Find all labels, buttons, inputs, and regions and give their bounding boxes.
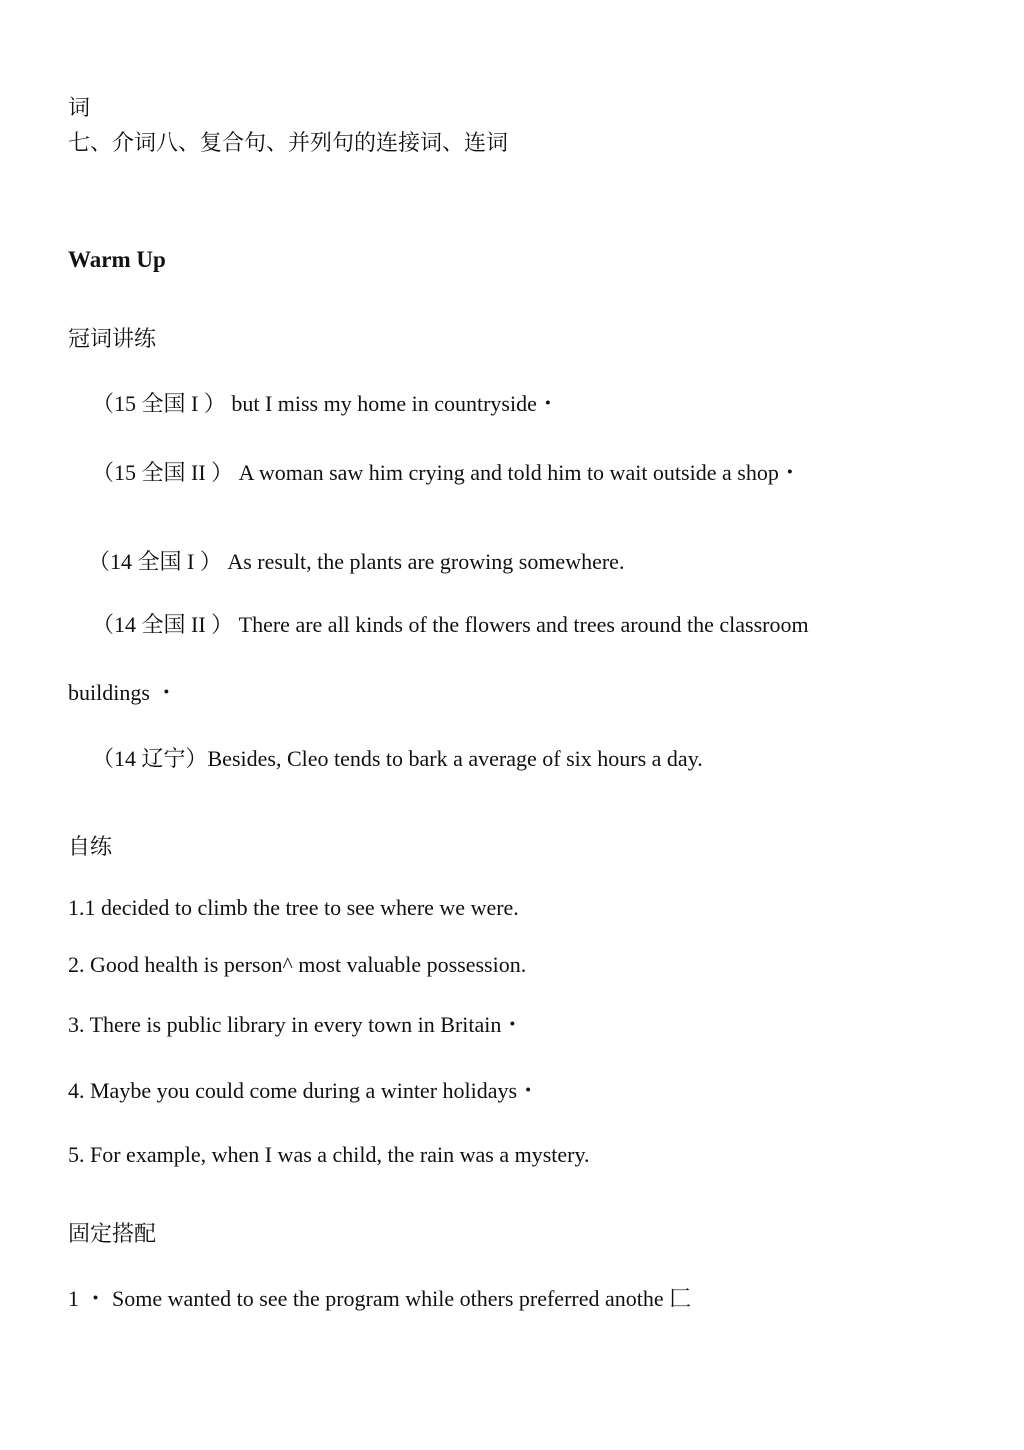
article-practice-item-5: （14 辽宁）Besides, Cleo tends to bark a average of six hours a day. (92, 746, 703, 771)
fixed-collocation-heading: 固定搭配 (68, 1222, 157, 1247)
article-practice-item-4: （14 全国 II ） There are all kinds of the flowers and trees around the classroom (92, 612, 809, 637)
article-practice-item-1: （15 全国 I ） but I miss my home in countryside・ (92, 391, 559, 416)
warm-up-title: Warm Up (68, 247, 166, 272)
article-practice-heading: 冠词讲练 (68, 327, 157, 352)
self-practice-item-1: 1.1 decided to climb the tree to see where we were. (68, 895, 519, 920)
fixed-collocation-item-1: 1 ・ Some wanted to see the program while others preferred anothe 匚 (68, 1286, 692, 1311)
self-practice-item-2: 2. Good health is person^ most valuable possession. (68, 952, 527, 977)
article-practice-item-4-continued: buildings ・ (68, 680, 178, 705)
article-practice-item-3: （14 全国 I ） As result, the plants are growing somewhere. (88, 549, 625, 574)
header-line-2: 七、介词八、复合句、并列句的连接词、连词 (68, 131, 509, 156)
self-practice-item-5: 5. For example, when I was a child, the rain was a mystery. (68, 1142, 590, 1167)
self-practice-heading: 自练 (68, 835, 113, 860)
header-line-1: 词 (68, 96, 91, 121)
article-practice-item-2: （15 全国 II ） A woman saw him crying and told him to wait outside a shop・ (92, 460, 801, 485)
self-practice-item-3: 3. There is public library in every town in Britain・ (68, 1012, 524, 1037)
self-practice-item-4: 4. Maybe you could come during a winter holidays・ (68, 1078, 540, 1103)
